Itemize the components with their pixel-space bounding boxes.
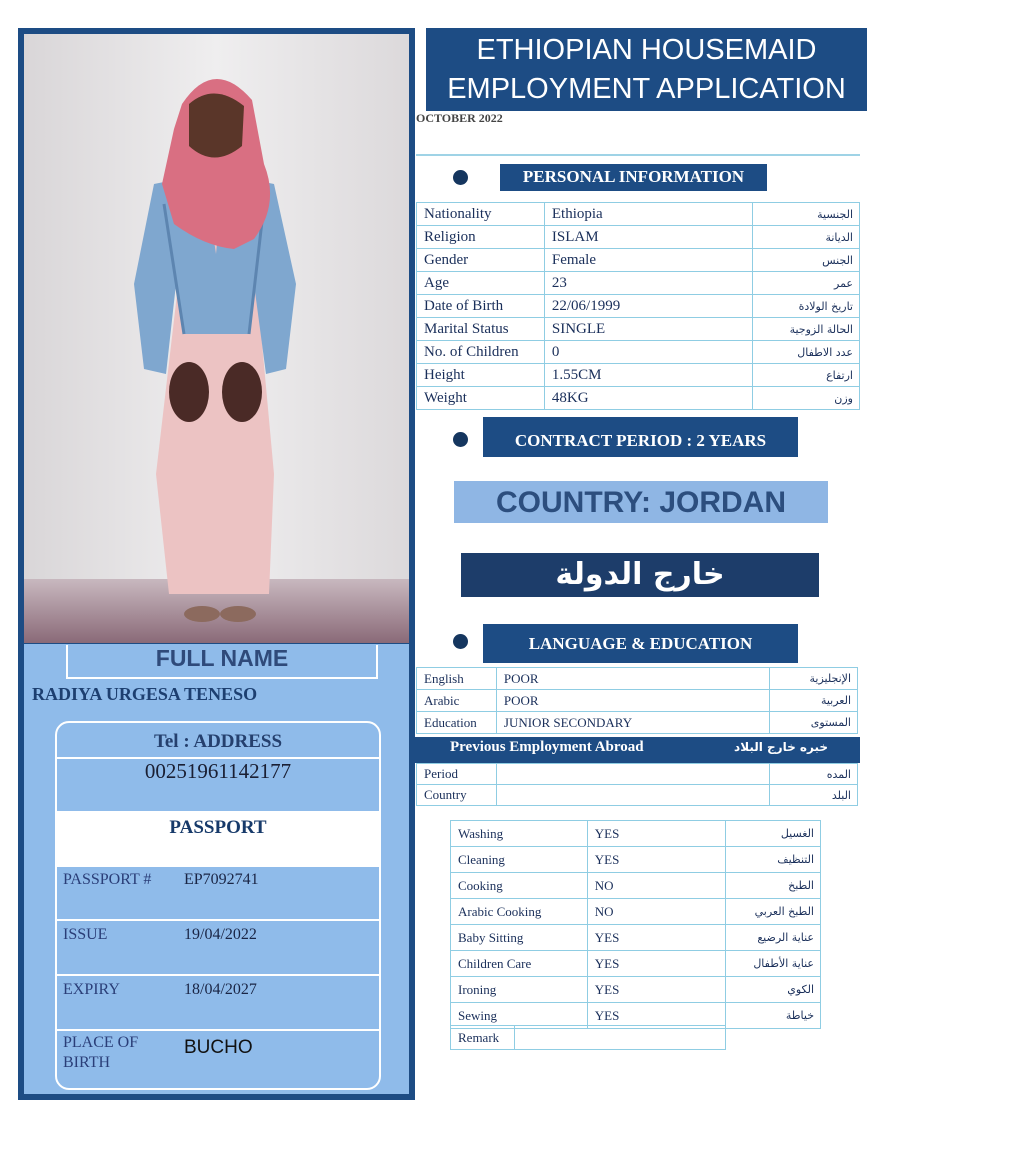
language-row-label: Arabic: [417, 690, 497, 712]
passport-expiry-row: [57, 974, 379, 1029]
personal-info-row-value: SINGLE: [544, 318, 752, 341]
personal-info-row-label: Religion: [417, 226, 545, 249]
skill-row-label: Cooking: [451, 873, 588, 899]
personal-info-row-arabic: تاريخ الولادة: [753, 295, 860, 318]
skill-row-label: Baby Sitting: [451, 925, 588, 951]
skill-row-arabic: التنظيف: [726, 847, 821, 873]
language-row-arabic: الإنجليزية: [770, 668, 858, 690]
skill-row: [451, 821, 821, 847]
contact-section: [57, 723, 379, 809]
skill-row-label: Arabic Cooking: [451, 899, 588, 925]
language-row-label: Education: [417, 712, 497, 734]
destination-country-arabic: خارج الدولة: [461, 553, 819, 597]
skill-row-label: Washing: [451, 821, 588, 847]
personal-info-row: [417, 364, 860, 387]
previous-employment-row: [417, 764, 858, 785]
skill-row: [451, 847, 821, 873]
skill-row: [451, 977, 821, 1003]
language-row-label: English: [417, 668, 497, 690]
remark-row: [451, 1026, 726, 1050]
personal-info-row-value: 22/06/1999: [544, 295, 752, 318]
personal-info-row: [417, 295, 860, 318]
personal-info-row-value: ISLAM: [544, 226, 752, 249]
skill-row-label: Sewing: [451, 1003, 588, 1029]
personal-info-row-arabic: وزن: [753, 387, 860, 410]
personal-info-row: [417, 341, 860, 364]
skill-row-value: YES: [587, 925, 725, 951]
previous-employment-row-label: Period: [417, 764, 497, 785]
application-date: OCTOBER 2022: [416, 111, 503, 125]
previous-employment-title-arabic: خبره خارج البلاد: [734, 740, 828, 754]
language-row: [417, 712, 858, 734]
personal-info-row-label: Date of Birth: [417, 295, 545, 318]
skill-row-value: YES: [587, 977, 725, 1003]
personal-info-table: [416, 202, 860, 410]
skill-row-value: YES: [587, 847, 725, 873]
skill-row: [451, 899, 821, 925]
passport-number-value: EP7092741: [184, 871, 259, 888]
skill-row-label: Ironing: [451, 977, 588, 1003]
passport-issue-value: 19/04/2022: [184, 926, 257, 943]
personal-info-row-arabic: عدد الاطفال: [753, 341, 860, 364]
personal-info-row: [417, 272, 860, 295]
remark-label: Remark: [451, 1026, 515, 1050]
applicant-photo: [24, 34, 409, 643]
personal-info-row-arabic: عمر: [753, 272, 860, 295]
skill-row-label: Cleaning: [451, 847, 588, 873]
destination-country: COUNTRY: JORDAN: [454, 481, 828, 523]
personal-info-row-arabic: ارتفاع: [753, 364, 860, 387]
previous-employment-header: [412, 737, 860, 763]
title-line-2: EMPLOYMENT APPLICATION: [447, 73, 846, 105]
personal-info-row-label: Gender: [417, 249, 545, 272]
skill-row-arabic: الطبخ: [726, 873, 821, 899]
previous-employment-row-arabic: البلد: [770, 785, 858, 806]
skill-row-value: YES: [587, 951, 725, 977]
info-card: [55, 721, 381, 1090]
passport-number-label: PASSPORT #: [63, 871, 152, 888]
personal-info-row-label: Height: [417, 364, 545, 387]
skill-row: [451, 951, 821, 977]
personal-info-row-label: Age: [417, 272, 545, 295]
personal-info-row: [417, 226, 860, 249]
bullet-icon: [453, 634, 468, 649]
personal-info-row-value: 48KG: [544, 387, 752, 410]
personal-info-row: [417, 249, 860, 272]
applicant-photo-image: [24, 34, 409, 643]
personal-info-row-label: No. of Children: [417, 341, 545, 364]
passport-expiry-value: 18/04/2027: [184, 981, 257, 998]
birthplace-label-line1: PLACE OF: [63, 1034, 139, 1051]
language-row-value: POOR: [496, 690, 769, 712]
personal-info-row: [417, 203, 860, 226]
language-row-arabic: المستوى: [770, 712, 858, 734]
skills-table: [450, 820, 821, 1029]
full-name-value: RADIYA URGESA TENESO: [32, 684, 258, 704]
phone-number: 00251961142177: [144, 759, 292, 783]
personal-info-row-value: Ethiopia: [544, 203, 752, 226]
passport-issue-label: ISSUE: [63, 926, 108, 943]
skill-row-arabic: الغسيل: [726, 821, 821, 847]
skill-row-arabic: عناية الرضيع: [726, 925, 821, 951]
skill-row-arabic: الكوي: [726, 977, 821, 1003]
previous-employment-title: Previous Employment Abroad: [450, 739, 644, 755]
previous-employment-row: [417, 785, 858, 806]
personal-info-header: PERSONAL INFORMATION: [500, 164, 767, 191]
skill-row: [451, 873, 821, 899]
remark-value: [514, 1026, 725, 1050]
contact-label: Tel : ADDRESS: [153, 731, 283, 752]
contract-period: CONTRACT PERIOD : 2 YEARS: [483, 417, 798, 457]
previous-employment-row-value: [496, 764, 769, 785]
page-title: [426, 28, 867, 111]
personal-info-row-arabic: الحالة الزوجية: [753, 318, 860, 341]
personal-info-row-arabic: الديانة: [753, 226, 860, 249]
skill-row-arabic: الطبخ العربي: [726, 899, 821, 925]
passport-title: PASSPORT: [169, 817, 267, 838]
skill-row-label: Children Care: [451, 951, 588, 977]
language-education-header: LANGUAGE & EDUCATION: [483, 624, 798, 663]
full-name-label: FULL NAME: [66, 645, 378, 679]
skill-row-arabic: خياطة: [726, 1003, 821, 1029]
personal-info-row-value: 23: [544, 272, 752, 295]
previous-employment-row-value: [496, 785, 769, 806]
header-divider: [416, 154, 860, 156]
birthplace-value: BUCHO: [184, 1037, 253, 1058]
personal-info-row-value: 0: [544, 341, 752, 364]
personal-info-row-value: Female: [544, 249, 752, 272]
bullet-icon: [453, 432, 468, 447]
skill-row-arabic: عناية الأطفال: [726, 951, 821, 977]
language-row-value: JUNIOR SECONDARY: [496, 712, 769, 734]
skill-row-value: NO: [587, 873, 725, 899]
passport-number-row: [57, 867, 379, 919]
skill-row-value: NO: [587, 899, 725, 925]
personal-info-row-label: Weight: [417, 387, 545, 410]
personal-info-row: [417, 387, 860, 410]
personal-info-row-arabic: الجنس: [753, 249, 860, 272]
skill-row: [451, 925, 821, 951]
personal-info-row-label: Marital Status: [417, 318, 545, 341]
skill-row-value: YES: [587, 821, 725, 847]
bullet-icon: [453, 170, 468, 185]
personal-info-row-value: 1.55CM: [544, 364, 752, 387]
language-row-arabic: العربية: [770, 690, 858, 712]
previous-employment-row-label: Country: [417, 785, 497, 806]
language-row-value: POOR: [496, 668, 769, 690]
previous-employment-row-arabic: المده: [770, 764, 858, 785]
title-line-1: ETHIOPIAN HOUSEMAID: [476, 34, 817, 66]
personal-info-row-label: Nationality: [417, 203, 545, 226]
passport-issue-row: [57, 919, 379, 974]
language-table: [416, 667, 858, 734]
birthplace-label-line2: BIRTH: [63, 1054, 111, 1071]
personal-info-row: [417, 318, 860, 341]
language-row: [417, 690, 858, 712]
previous-employment-table: [416, 763, 858, 806]
personal-info-row-arabic: الجنسية: [753, 203, 860, 226]
language-row: [417, 668, 858, 690]
passport-birthplace-row: [57, 1029, 379, 1090]
passport-expiry-label: EXPIRY: [63, 981, 120, 998]
skill-row-value: YES: [587, 1003, 725, 1029]
remark-table: [450, 1025, 726, 1050]
passport-title-band: [57, 811, 379, 867]
